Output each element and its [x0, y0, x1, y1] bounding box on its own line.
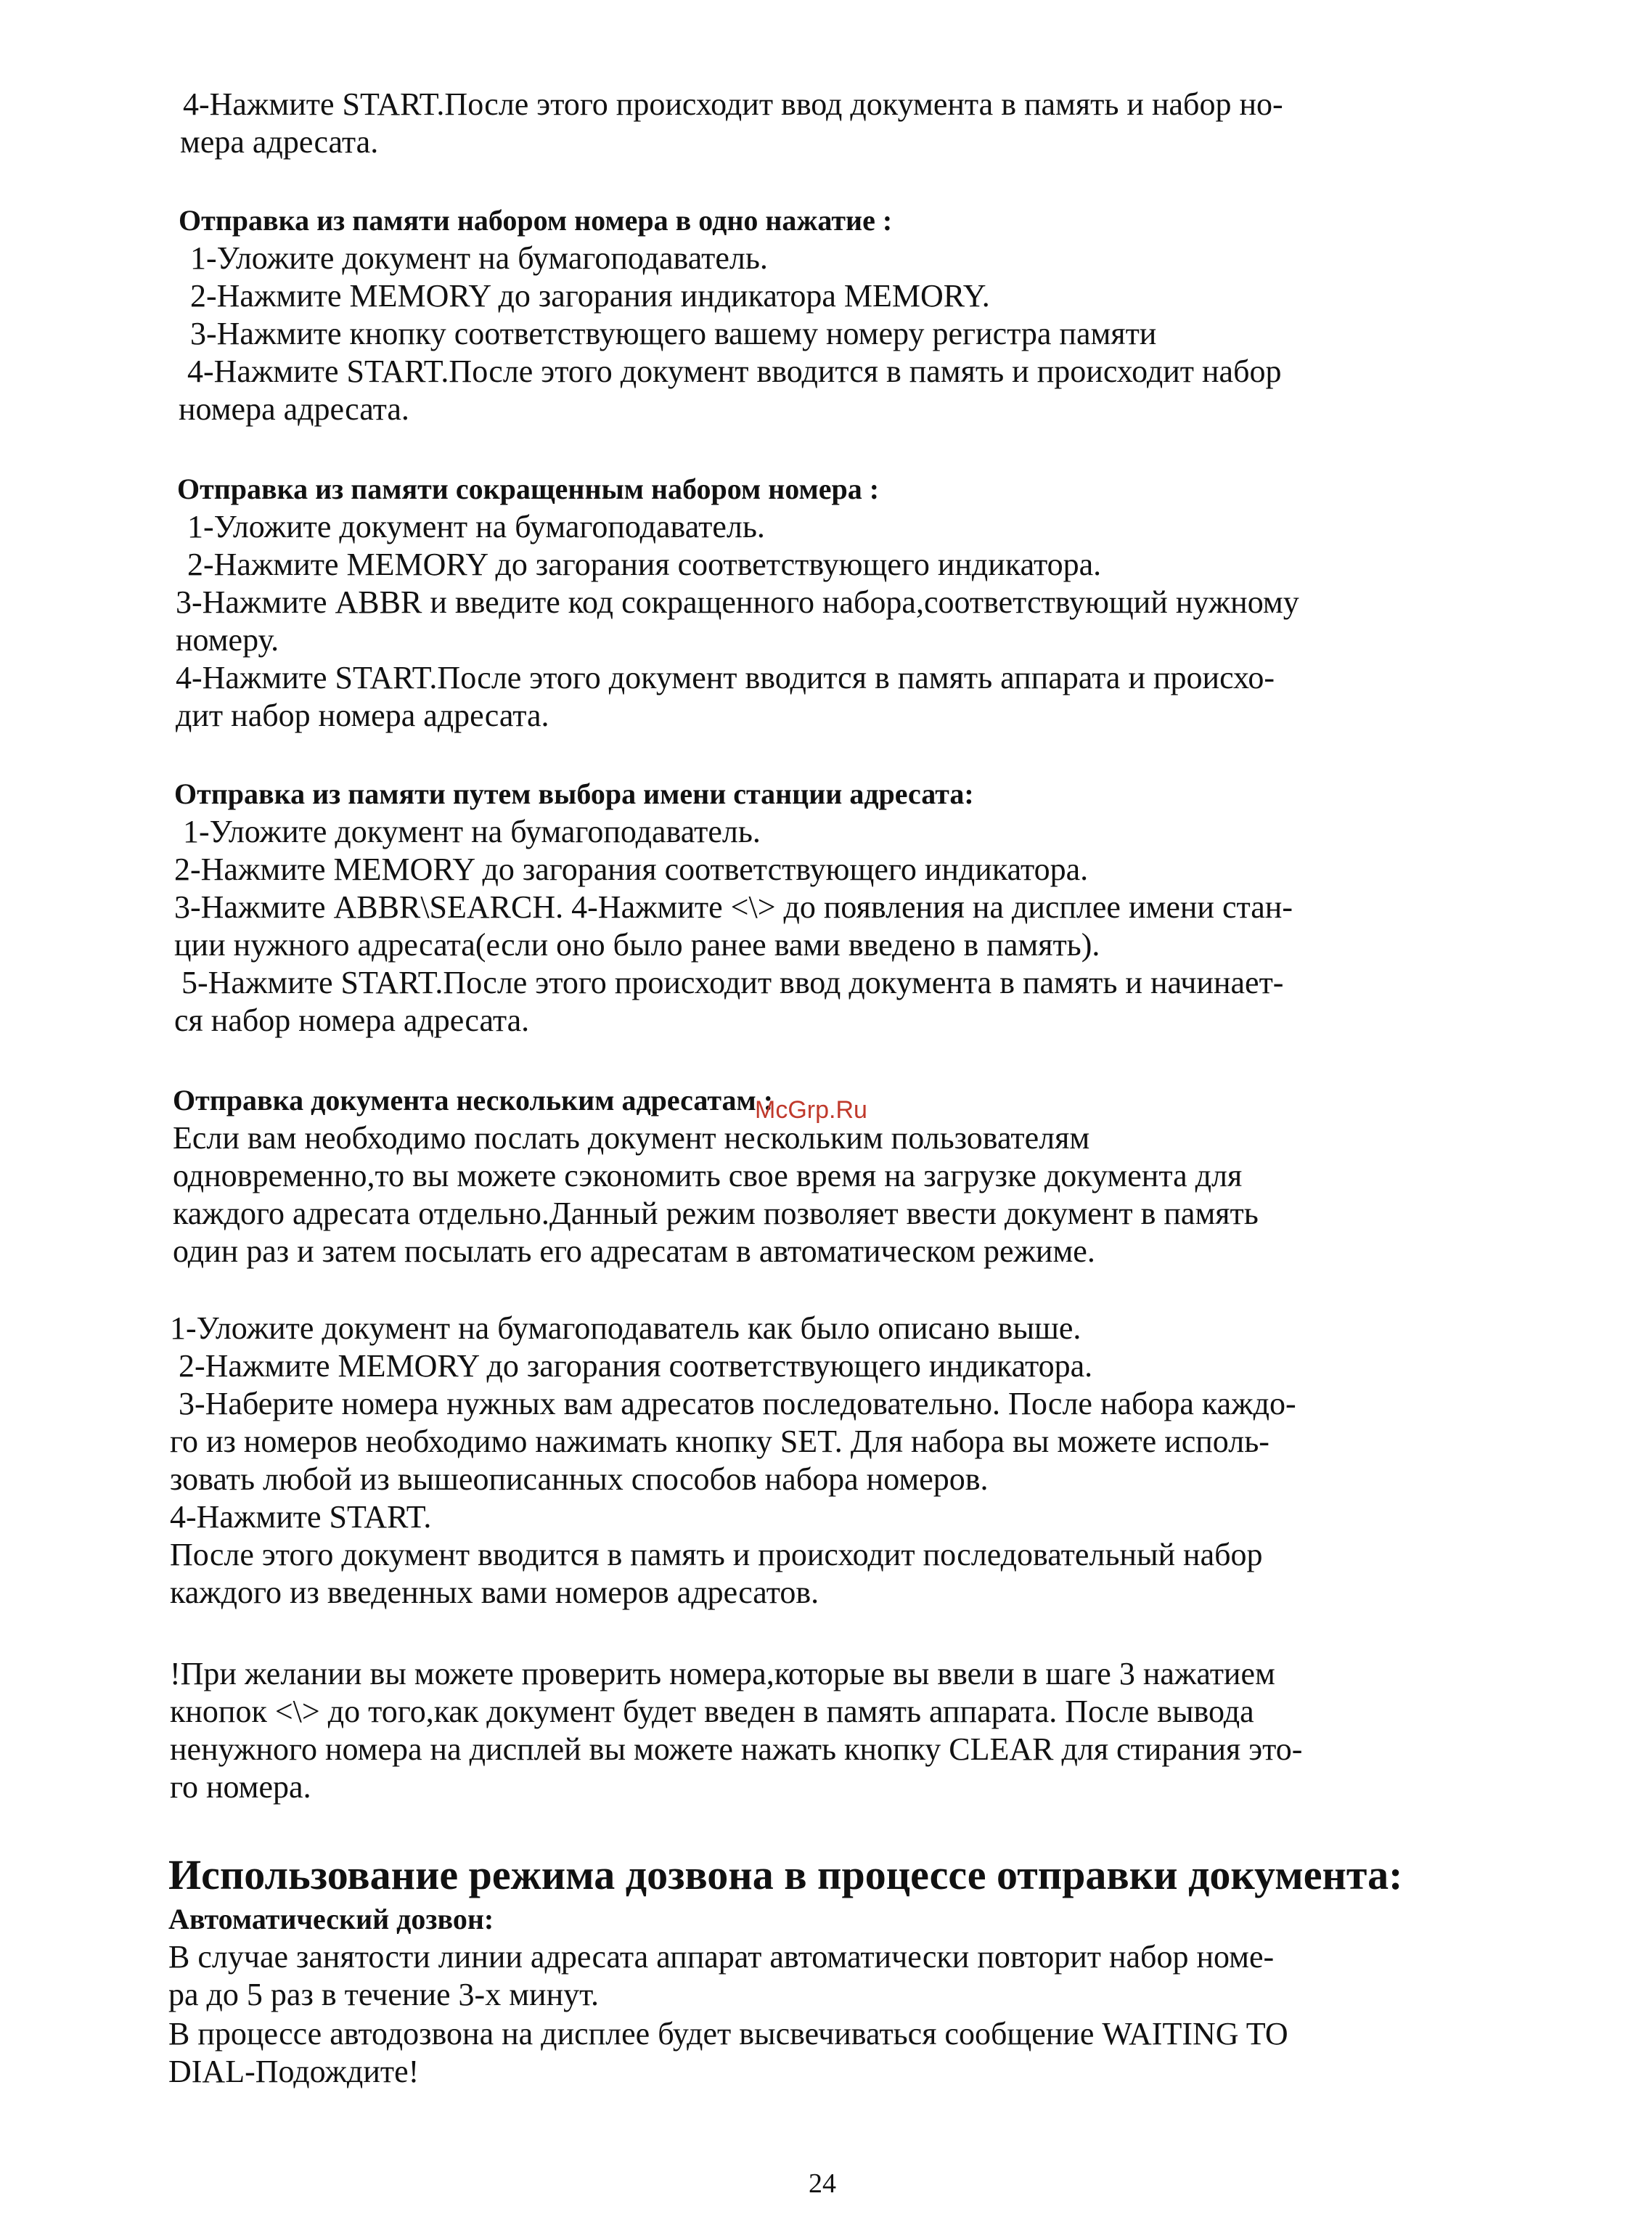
- text-line: DIAL-Подождите!: [168, 2054, 420, 2089]
- text-line: В процессе автодозвона на дисплее будет высвечиваться сообщение WAITING TO: [168, 2016, 1288, 2052]
- text-line: 4-Нажмите START.После этого документ вводится в память аппарата и происхо-: [176, 660, 1275, 695]
- text-line: го из номеров необходимо нажимать кнопку SET. Для набора вы можете исполь-: [170, 1424, 1269, 1459]
- text-line: 2-Нажмите MEMORY до загорания индикатора MEMORY.: [190, 278, 990, 314]
- section-heading: Отправка из памяти путем выбора имени станции адресата:: [174, 777, 974, 810]
- text-line: номера адресата.: [179, 391, 409, 427]
- section-heading: Отправка из памяти набором номера в одно нажатие :: [179, 204, 893, 237]
- text-line: ненужного номера на дисплей вы можете нажать кнопку CLEAR для стирания это-: [170, 1731, 1303, 1767]
- chapter-heading: Использование режима дозвона в процессе отправки документа:: [168, 1851, 1403, 1898]
- text-line: один раз и затем посылать его адресатам в автоматическом режиме.: [173, 1233, 1095, 1269]
- text-line: 4-Нажмите START.После этого документ вводится в память и происходит набор: [187, 354, 1282, 389]
- text-line: дит набор номера адресата.: [176, 698, 549, 733]
- text-line: номеру.: [176, 622, 279, 658]
- text-line: 1-Уложите документ на бумагоподаватель.: [183, 814, 761, 849]
- text-line: каждого адресата отдельно.Данный режим позволяет ввести документ в память: [173, 1196, 1259, 1231]
- text-line: !При желании вы можете проверить номера,которые вы ввели в шаге 3 нажатием: [170, 1656, 1275, 1691]
- text-line: ра до 5 раз в течение 3-х минут.: [168, 1977, 600, 2012]
- text-line: мера адресата.: [180, 124, 379, 160]
- page-number: 24: [809, 2168, 836, 2199]
- text-line: 2-Нажмите MEMORY до загорания соответствующего индикатора.: [187, 547, 1102, 582]
- text-line: В случае занятости линии адресата аппарат автоматически повторит набор номе-: [168, 1939, 1275, 1975]
- text-line: одновременно,то вы можете сэкономить свое время на загрузке документа для: [173, 1158, 1243, 1193]
- text-line: 3-Наберите номера нужных вам адресатов последовательно. После набора каждо-: [179, 1386, 1296, 1421]
- text-line: 2-Нажмите MEMORY до загорания соответствующего индикатора.: [179, 1348, 1093, 1384]
- text-line: После этого документ вводится в память и происходит последовательный набор: [170, 1537, 1263, 1572]
- text-line: ся набор номера адресата.: [174, 1003, 530, 1038]
- text-line: ции нужного адресата(если оно было ранее вами введено в память).: [174, 927, 1100, 963]
- text-line: 3-Нажмите ABBR\SEARCH. 4-Нажмите <\> до появления на дисплее имени стан-: [174, 889, 1293, 925]
- text-line: кнопок <\> до того,как документ будет введен в память аппарата. После вывода: [170, 1694, 1254, 1729]
- text-line: 5-Нажмите START.После этого происходит ввод документа в память и начинает-: [181, 965, 1284, 1000]
- text-line: 2-Нажмите MEMORY до загорания соответствующего индикатора.: [174, 852, 1089, 887]
- text-line: Если вам необходимо послать документ нескольким пользователям: [173, 1120, 1090, 1156]
- watermark: McGrp.Ru: [755, 1096, 867, 1124]
- text-line: 1-Уложите документ на бумагоподаватель.: [190, 240, 768, 276]
- section-heading: Отправка документа нескольким адресатам :: [173, 1084, 774, 1116]
- text-line: 4-Нажмите START.: [170, 1499, 432, 1535]
- section-heading: Автоматический дозвон:: [168, 1903, 494, 1935]
- text-line: зовать любой из вышеописанных способов набора номеров.: [170, 1461, 989, 1497]
- text-line: 1-Уложите документ на бумагоподаватель как было описано выше.: [170, 1310, 1081, 1346]
- text-line: каждого из введенных вами номеров адресатов.: [170, 1575, 819, 1610]
- text-line: 3-Нажмите ABBR и введите код сокращенного набора,соответствующий нужному: [176, 584, 1299, 620]
- text-line: го номера.: [170, 1769, 311, 1805]
- text-line: 1-Уложите документ на бумагоподаватель.: [187, 509, 765, 544]
- text-line: 3-Нажмите кнопку соответствующего вашему номеру регистра памяти: [190, 316, 1157, 351]
- section-heading: Отправка из памяти сокращенным набором номера :: [177, 473, 880, 505]
- text-line: 4-Нажмите START.После этого происходит ввод документа в память и набор но-: [183, 86, 1283, 122]
